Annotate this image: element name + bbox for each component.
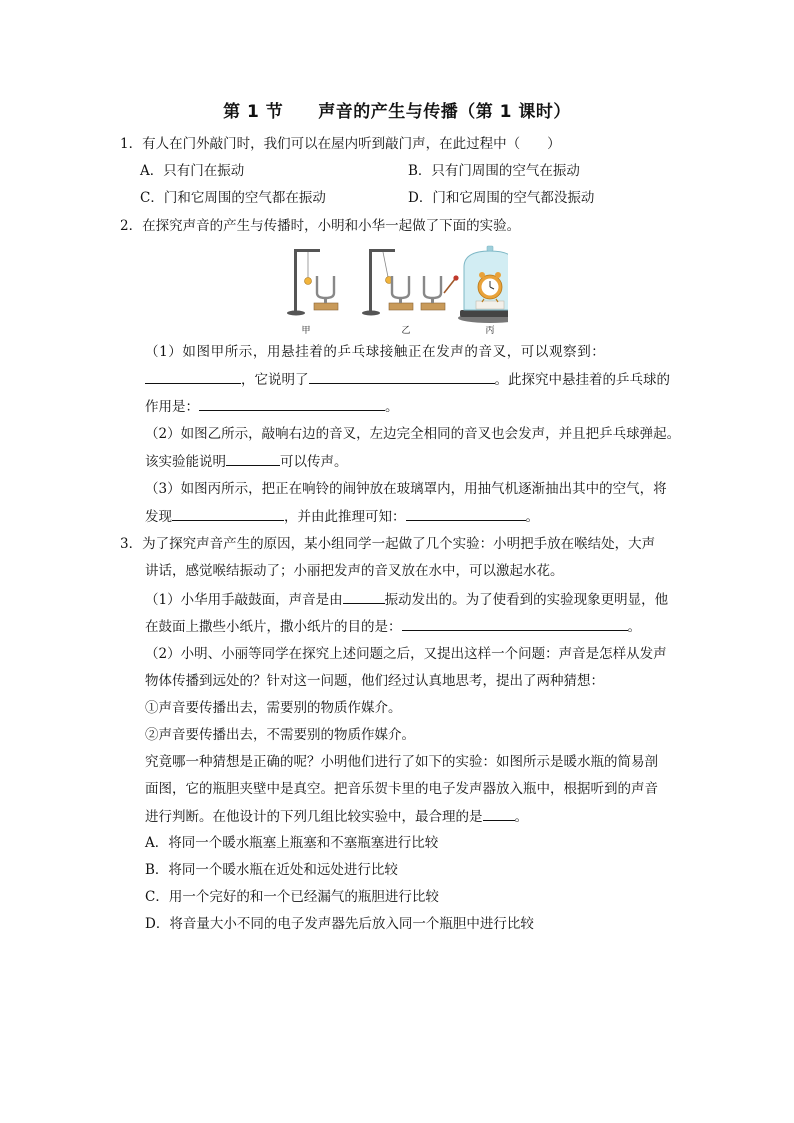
q3-part1-text-c: 在鼓面上撒些小纸片，撒小纸片的目的是： bbox=[145, 619, 402, 635]
q1-stem: 1．有人在门外敲门时，我们可以在屋内听到敲门声，在此过程中（ ） bbox=[120, 136, 561, 152]
q3-stem-line1: 3．为了探究声音产生的原因，某小组同学一起做了几个实验：小明把手放在喉结处，大声 bbox=[120, 536, 656, 552]
q3-part3-text-a: 进行判断。在他设计的下列几组比较实验中，最合理的是 bbox=[145, 809, 483, 825]
q1-option-c: C．门和它周围的空气都在振动 bbox=[140, 190, 326, 206]
q2-part1-line2 bbox=[145, 369, 670, 390]
q2-part1-line1: （1）如图甲所示，用悬挂着的乒乓球接触正在发声的音叉，可以观察到： bbox=[145, 344, 606, 360]
q3-part3-text-b: 。 bbox=[514, 809, 528, 825]
answer-blank[interactable] bbox=[406, 506, 526, 521]
q3-part1-text-d: 。 bbox=[627, 619, 641, 635]
q2-part2-text-a: 该实验能说明 bbox=[145, 454, 226, 470]
q2-part3-text-c: 。 bbox=[525, 509, 539, 525]
answer-blank[interactable] bbox=[483, 806, 515, 821]
q3-part1-text-b: 振动发出的。为了使看到的实验现象更明显，他 bbox=[384, 592, 669, 608]
q3-guess-1: ①声音要传播出去，需要别的物质作媒介。 bbox=[145, 700, 402, 716]
q2-part3-line1: （3）如图丙所示，把正在响铃的闹钟放在玻璃罩内，用抽气机逐渐抽出其中的空气，将 bbox=[145, 481, 667, 497]
q2-part3-line2 bbox=[145, 506, 539, 527]
q1-option-a: A．只有门在振动 bbox=[140, 163, 245, 179]
q3-guess-2: ②声音要传播出去，不需要别的物质作媒介。 bbox=[145, 727, 415, 743]
answer-blank[interactable] bbox=[309, 369, 495, 384]
q2-part2-text-b: 可以传声。 bbox=[280, 454, 348, 470]
q1-option-d: D．门和它周围的空气都没振动 bbox=[408, 190, 595, 206]
figure-label-yi: 乙 bbox=[401, 326, 411, 336]
q3-option-a: A．将同一个暖水瓶塞上瓶塞和不塞瓶塞进行比较 bbox=[145, 835, 439, 851]
figure-yi bbox=[362, 249, 459, 316]
q3-option-d: D．将音量大小不同的电子发声器先后放入同一个瓶胆中进行比较 bbox=[145, 916, 534, 932]
q3-part1-line1 bbox=[145, 589, 668, 610]
q3-part3-line1: 究竟哪一种猜想是正确的呢？小明他们进行了如下的实验：如图所示是暖水瓶的简易剖 bbox=[145, 754, 658, 770]
figure-bing bbox=[458, 246, 508, 323]
figure-jia bbox=[287, 249, 338, 316]
q1-option-b: B．只有门周围的空气在振动 bbox=[408, 163, 580, 179]
q3-part1-line2 bbox=[145, 616, 641, 637]
page-title: 第 1 节 声音的产生与传播（第 1 课时） bbox=[223, 102, 571, 122]
answer-blank[interactable] bbox=[145, 369, 241, 384]
q2-part1-text-b: 。此探究中悬挂着的乒乓球的 bbox=[494, 372, 670, 388]
experiment-figure bbox=[268, 243, 508, 337]
q2-part1-text-d: 。 bbox=[385, 399, 399, 415]
q2-stem: 2．在探究声音的产生与传播时，小明和小华一起做了下面的实验。 bbox=[120, 218, 521, 234]
q2-part1-text-c: 作用是： bbox=[145, 399, 199, 415]
q3-part1-text-a: （1）小华用手敲鼓面，声音是由 bbox=[145, 592, 343, 608]
q2-part2-line2 bbox=[145, 451, 348, 472]
q2-part1-text-a: ，它说明了 bbox=[241, 372, 309, 388]
q2-part3-text-b: ，并由此推理可知： bbox=[284, 509, 406, 525]
answer-blank[interactable] bbox=[226, 451, 280, 466]
q3-part2-line2: 物体传播到远处的？针对这一问题，他们经过认真地思考，提出了两种猜想： bbox=[145, 673, 604, 689]
figure-label-jia: 甲 bbox=[301, 326, 311, 336]
answer-blank[interactable] bbox=[172, 506, 284, 521]
q2-part1-line3 bbox=[145, 396, 399, 417]
q2-part3-text-a: 发现 bbox=[145, 509, 172, 525]
q3-option-c: C．用一个完好的和一个已经漏气的瓶胆进行比较 bbox=[145, 889, 439, 905]
q3-option-b: B．将同一个暖水瓶在近处和远处进行比较 bbox=[145, 862, 398, 878]
answer-blank[interactable] bbox=[199, 396, 385, 411]
q3-stem-line2: 讲话，感觉喉结振动了；小丽把发声的音叉放在水中，可以激起水花。 bbox=[145, 563, 564, 579]
answer-blank[interactable] bbox=[343, 589, 385, 604]
q3-part3-line3 bbox=[145, 806, 528, 827]
figure-label-bing: 丙 bbox=[485, 326, 495, 336]
answer-blank[interactable] bbox=[402, 616, 628, 631]
q2-part2-line1: （2）如图乙所示，敲响右边的音叉，左边完全相同的音叉也会发声，并且把乒乓球弹起。 bbox=[145, 426, 681, 442]
q3-part2-line1: （2）小明、小丽等同学在探究上述问题之后，又提出这样一个问题：声音是怎样从发声 bbox=[145, 646, 667, 662]
q3-part3-line2: 面图，它的瓶胆夹壁中是真空。把音乐贺卡里的电子发声器放入瓶中，根据听到的声音 bbox=[145, 781, 658, 797]
